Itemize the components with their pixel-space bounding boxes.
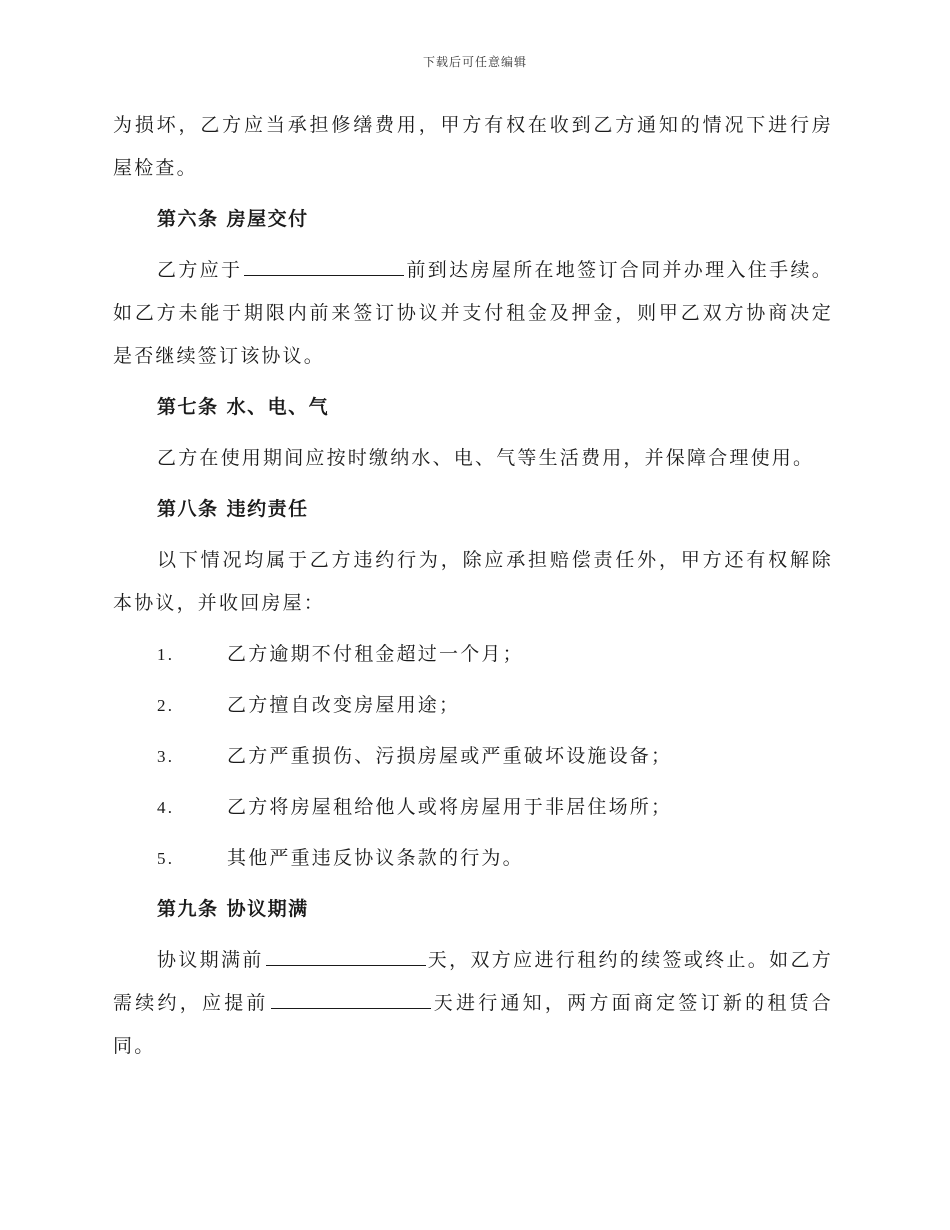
list-number: 1. xyxy=(157,645,175,664)
heading-article-8: 第八条 违约责任 xyxy=(157,498,309,520)
paragraph-article-7: 乙方在使用期间应按时缴纳水、电、气等生活费用，并保障合理使用。 xyxy=(157,447,815,469)
heading-article-9: 第九条 协议期满 xyxy=(157,898,309,920)
fill-blank-move-in-date[interactable] xyxy=(244,255,404,276)
list-item xyxy=(113,837,833,880)
paragraph-article-8: 以下情况均属于乙方违约行为，除应承担赔偿责任外，甲方还有权解除本协议，并收回房屋： xyxy=(113,549,833,614)
document-body xyxy=(113,104,833,1068)
list-text: 其他严重违反协议条款的行为。 xyxy=(227,847,524,869)
article-9-text-b: 天，双方应进行租约的续签或终止。如乙方需续约，应提前 xyxy=(113,949,833,1014)
article-9-text-c: 天进行通知，两方面商定签订新的租赁合同。 xyxy=(113,992,833,1057)
article-6-text-b: 前到达房屋所在地签订合同并办理入住手续。如乙方未能于期限内前来签订协议并支付租金及押金，则甲乙双方协商决定是否继续签订该协议。 xyxy=(113,259,833,367)
list-item xyxy=(113,684,833,727)
list-number: 3. xyxy=(157,747,175,766)
list-text: 乙方严重损伤、污损房屋或严重破坏设施设备； xyxy=(227,745,673,767)
list-text: 乙方擅自改变房屋用途； xyxy=(227,694,461,716)
fill-blank-days-before-expiry[interactable] xyxy=(266,945,426,966)
article-6-text-a: 乙方应于 xyxy=(157,259,243,281)
paragraph-article-6 xyxy=(113,249,833,378)
list-number: 2. xyxy=(157,696,175,715)
heading-article-6: 第六条 房屋交付 xyxy=(157,208,309,230)
list-item xyxy=(113,633,833,676)
list-number: 5. xyxy=(157,849,175,868)
paragraph-intro: 为损坏，乙方应当承担修缮费用，甲方有权在收到乙方通知的情况下进行房屋检查。 xyxy=(113,114,833,179)
list-item xyxy=(113,786,833,829)
list-item xyxy=(113,735,833,778)
list-text: 乙方逾期不付租金超过一个月； xyxy=(227,643,524,665)
fill-blank-notice-days[interactable] xyxy=(271,988,431,1009)
heading-article-7: 第七条 水、电、气 xyxy=(157,396,330,418)
article-9-text-a: 协议期满前 xyxy=(157,949,264,971)
page-header: 下载后可任意编辑 xyxy=(422,55,527,69)
list-text: 乙方将房屋租给他人或将房屋用于非居住场所； xyxy=(227,796,673,818)
paragraph-article-9 xyxy=(113,939,833,1068)
list-number: 4. xyxy=(157,798,175,817)
